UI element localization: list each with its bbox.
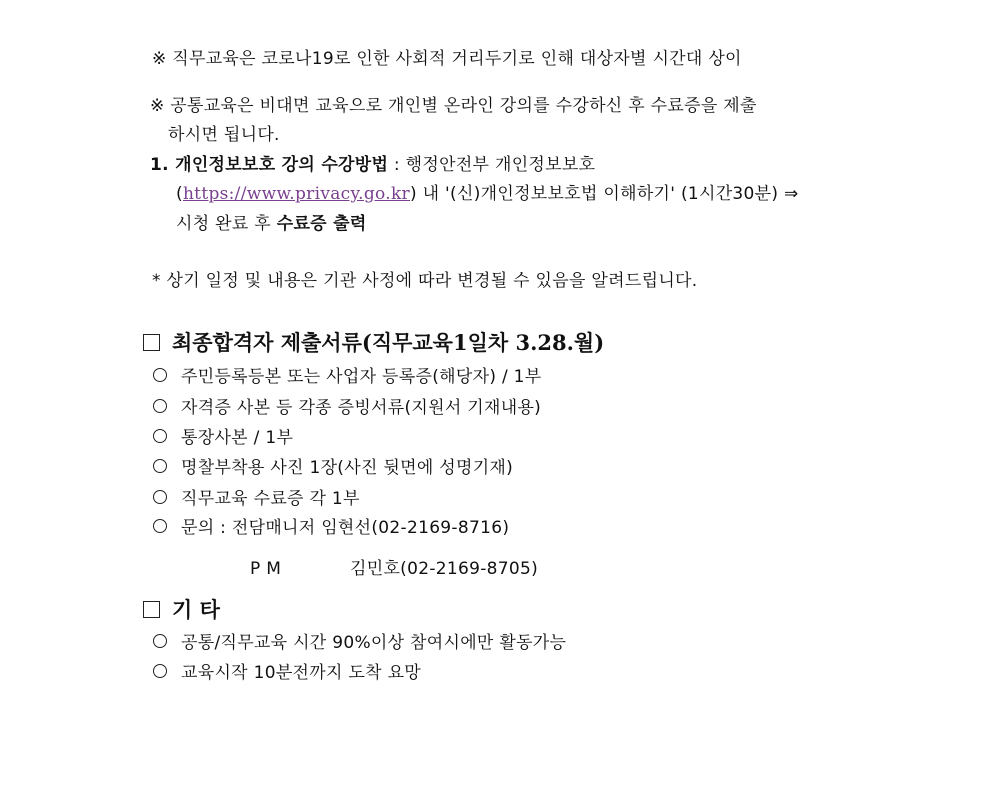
list-item-text: 자격증 사본 등 각종 증빙서류(지원서 기재내용) [181, 398, 542, 418]
pm-contact: 김민호(02-2169-8705) [350, 559, 539, 579]
step1-instruction: 시청 완료 후 [176, 214, 277, 234]
step1-line3 [176, 213, 367, 235]
list-item [153, 632, 566, 654]
circle-bullet-icon [153, 429, 167, 443]
circle-bullet-icon [153, 459, 167, 473]
list-item [153, 366, 542, 388]
list-item-text: 주민등록등본 또는 사업자 등록증(해당자) / 1부 [181, 367, 542, 387]
circle-bullet-icon [153, 368, 167, 382]
list-item-text: 문의 : 전담매니저 임현선(02-2169-8716) [181, 518, 510, 538]
list-item [153, 662, 421, 684]
list-item-text: 직무교육 수료증 각 1부 [181, 489, 360, 509]
circle-bullet-icon [153, 399, 167, 413]
list-item [153, 397, 541, 419]
list-item [153, 457, 513, 479]
note-common-education-line1: ※ 공통교육은 비대면 교육으로 개인별 온라인 강의를 수강하신 후 수료증을 제출 [150, 96, 757, 116]
list-item-text: 통장사본 / 1부 [181, 428, 294, 448]
privacy-link[interactable]: https://www.privacy.go.kr [182, 184, 410, 204]
checkbox-square-icon [143, 334, 160, 351]
section-documents-heading [143, 330, 604, 356]
section-etc-title: 기 타 [172, 597, 220, 622]
list-item [153, 488, 360, 510]
list-item [153, 517, 509, 539]
list-item-text: 교육시작 10분전까지 도착 요망 [181, 663, 422, 683]
note-common-education-line2: 하시면 됩니다. [168, 125, 280, 145]
section-etc-heading [143, 597, 220, 623]
circle-bullet-icon [153, 490, 167, 504]
disclaimer: * 상기 일정 및 내용은 기관 사정에 따라 변경될 수 있음을 알려드립니다. [152, 271, 698, 291]
circle-bullet-icon [153, 634, 167, 648]
step1-certificate: 수료증 출력 [276, 214, 367, 234]
step1-line1 [150, 154, 595, 176]
pm-contact-row [250, 558, 538, 580]
list-item-text: 공통/직무교육 시간 90%이상 참여시에만 활동가능 [181, 633, 567, 653]
checkbox-square-icon [143, 601, 160, 618]
circle-bullet-icon [153, 519, 167, 533]
circle-bullet-icon [153, 664, 167, 678]
list-item-text: 명찰부착용 사진 1장(사진 뒷면에 성명기재) [181, 458, 514, 478]
url-paren-open: ( [176, 184, 183, 204]
note-covid: ※ 직무교육은 코로나19로 인한 사회적 거리두기로 인해 대상자별 시간대 상이 [152, 49, 742, 69]
section-documents-title: 최종합격자 제출서류(직무교육1일차 3.28.월) [172, 330, 605, 355]
step1-title: 1. 개인정보보호 강의 수강방법 [150, 155, 389, 175]
step1-course-info: ) 내 '(신)개인정보보호법 이해하기' (1시간30분) ⇒ [410, 184, 799, 204]
pm-label: P M [250, 559, 282, 579]
list-item [153, 427, 293, 449]
step1-separator: : 행정안전부 개인정보보호 [388, 155, 596, 175]
step1-line2 [176, 183, 799, 205]
